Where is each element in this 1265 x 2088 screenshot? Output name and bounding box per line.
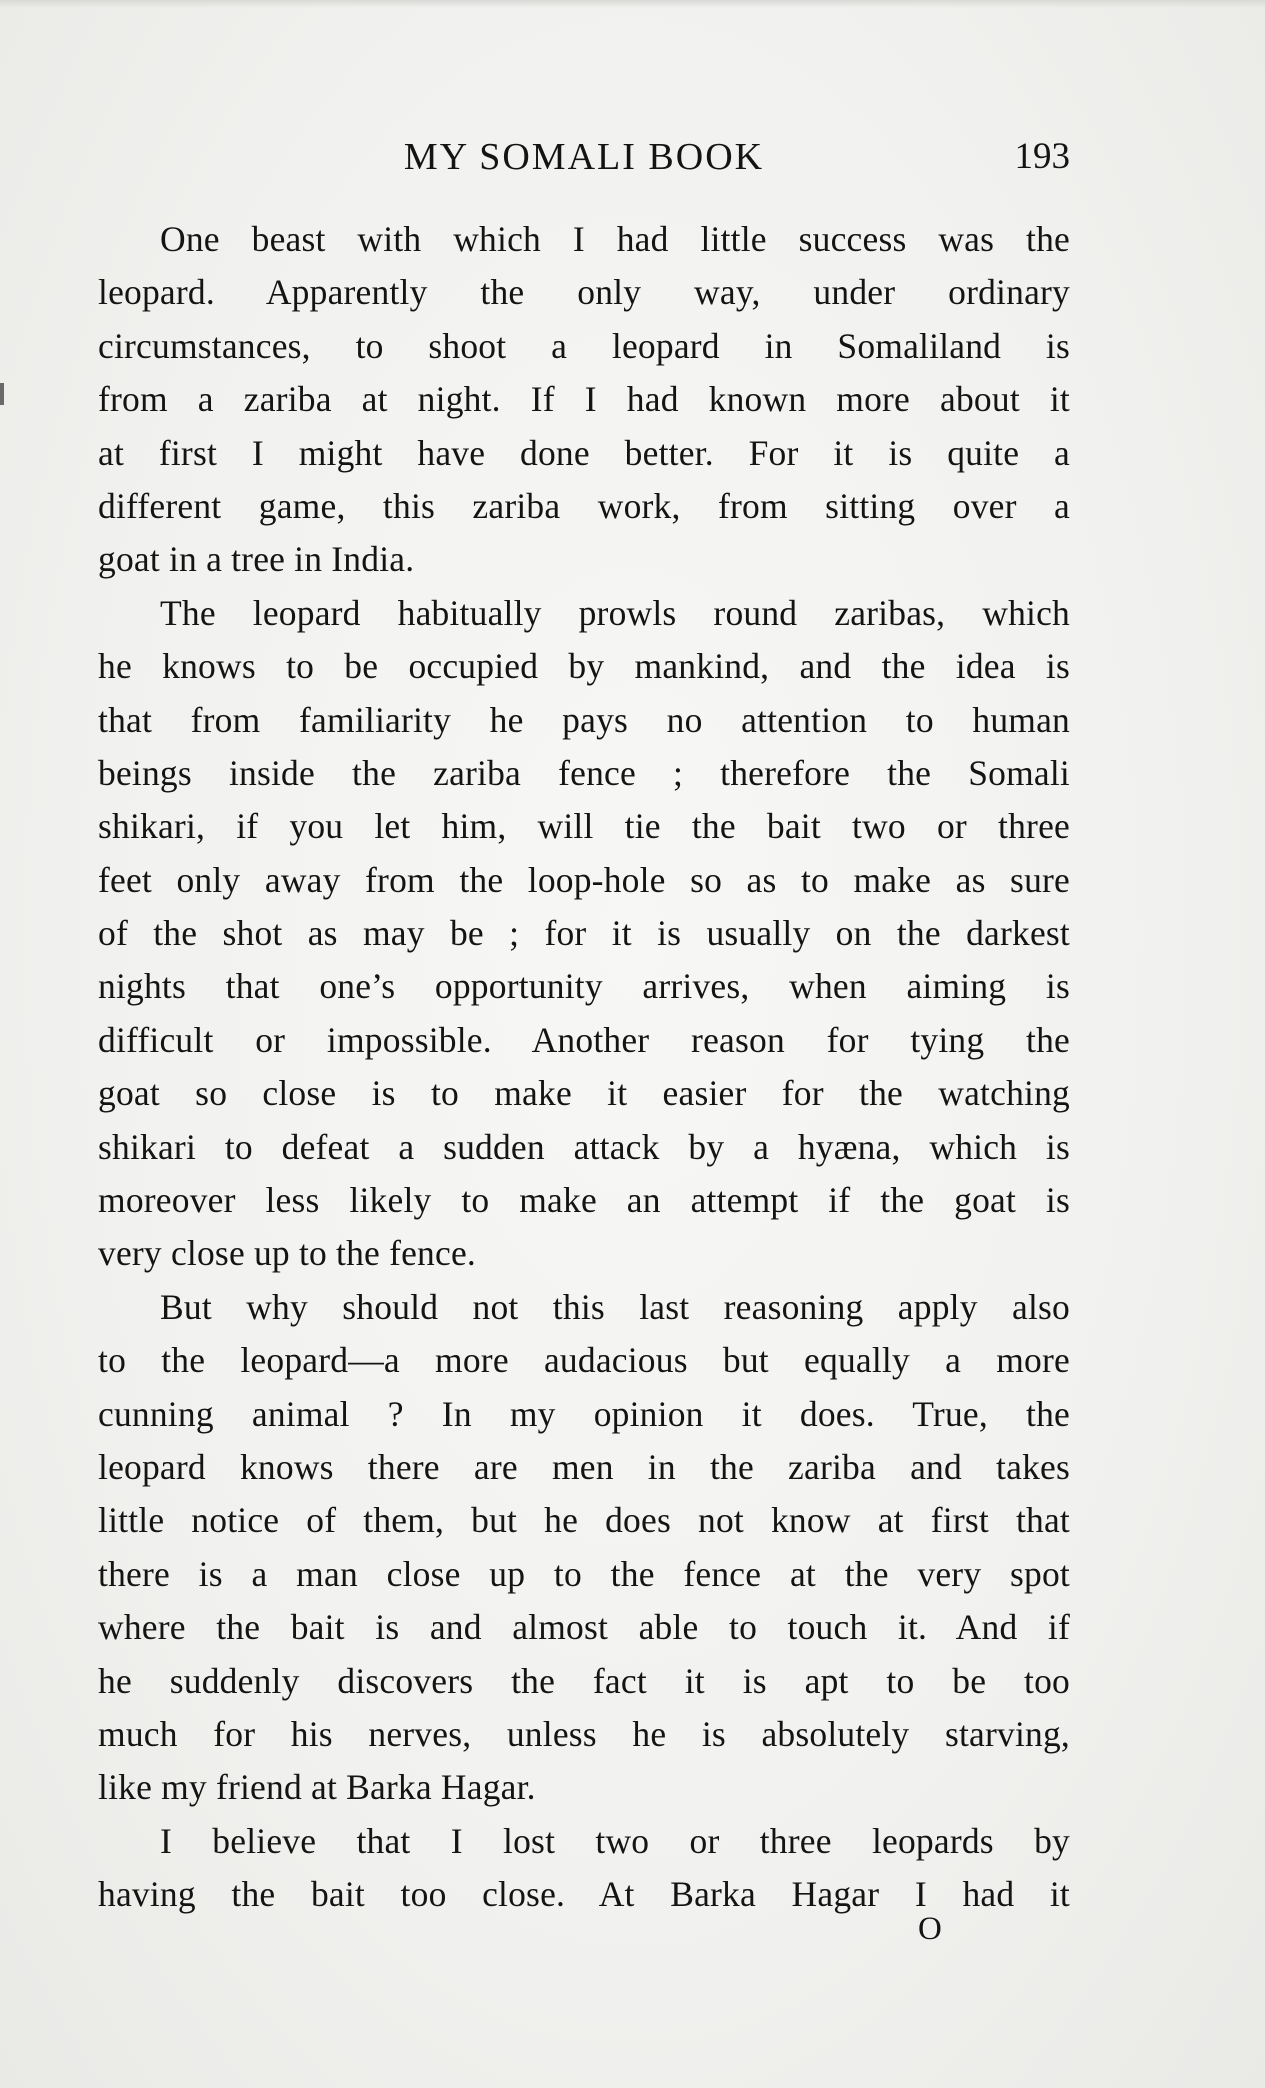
text-line: leopard knows there are men in the zariba and takes [98,1446,1070,1487]
text-line: moreover less likely to make an attempt if the goat is [98,1180,1070,1221]
text-line: feet only away from the loop-hole so as to make as sure [98,859,1070,900]
text-line: shikari to defeat a sudden attack by a hyæna, which is [98,1126,1070,1167]
text-line: beings inside the zariba fence ; therefore the Somali [98,752,1070,793]
text-line: goat so close is to make it easier for the watching [98,1073,1070,1114]
text-line: difficult or impossible. Another reason for tying the [98,1019,1070,1060]
text-line: But why should not this last reasoning apply also [160,1286,1070,1327]
text-line: he knows to be occupied by mankind, and the idea is [98,646,1070,687]
running-head [98,132,1070,182]
text-line: at first I might have done better. For it is quite a [98,432,1070,473]
text-line: nights that one’s opportunity arrives, when aiming is [98,966,1070,1007]
text-line: having the bait too close. At Barka Hagar I had it [98,1874,1070,1915]
text-line: very close up to the fence. [98,1233,476,1274]
text-line: he suddenly discovers the fact it is apt to be too [98,1660,1070,1701]
text-line: leopard. Apparently the only way, under ordinary [98,272,1070,313]
text-line: where the bait is and almost able to touch it. And if [98,1607,1070,1648]
text-line: much for his nerves, unless he is absolutely starving, [98,1713,1070,1754]
text-body [98,213,1070,1922]
text-line: to the leopard—a more audacious but equally a more [98,1340,1070,1381]
margin-mark [0,383,4,405]
text-line: goat in a tree in India. [98,539,415,580]
text-line: little notice of them, but he does not know at first that [98,1500,1070,1541]
text-line: cunning animal ? In my opinion it does. True, the [98,1393,1070,1434]
text-line: of the shot as may be ; for it is usually on the darkest [98,913,1070,954]
page-number: 193 [1014,136,1070,177]
text-line: from a zariba at night. If I had known more about it [98,379,1070,420]
text-line: The leopard habitually prowls round zaribas, which [160,592,1070,633]
text-line: that from familiarity he pays no attention to human [98,699,1070,740]
signature-mark: O [918,1911,942,1947]
text-line: circumstances, to shoot a leopard in Somaliland is [98,325,1070,366]
text-line: different game, this zariba work, from sitting over a [98,485,1070,526]
text-line: like my friend at Barka Hagar. [98,1767,536,1808]
running-title: MY SOMALI BOOK [403,136,765,178]
text-line: there is a man close up to the fence at the very spot [98,1553,1070,1594]
text-line: I believe that I lost two or three leopards by [160,1820,1070,1861]
text-line: One beast with which I had little success was the [160,219,1070,259]
text-line: shikari, if you let him, will tie the bait two or three [98,806,1070,847]
page-top-edge [0,0,1265,8]
